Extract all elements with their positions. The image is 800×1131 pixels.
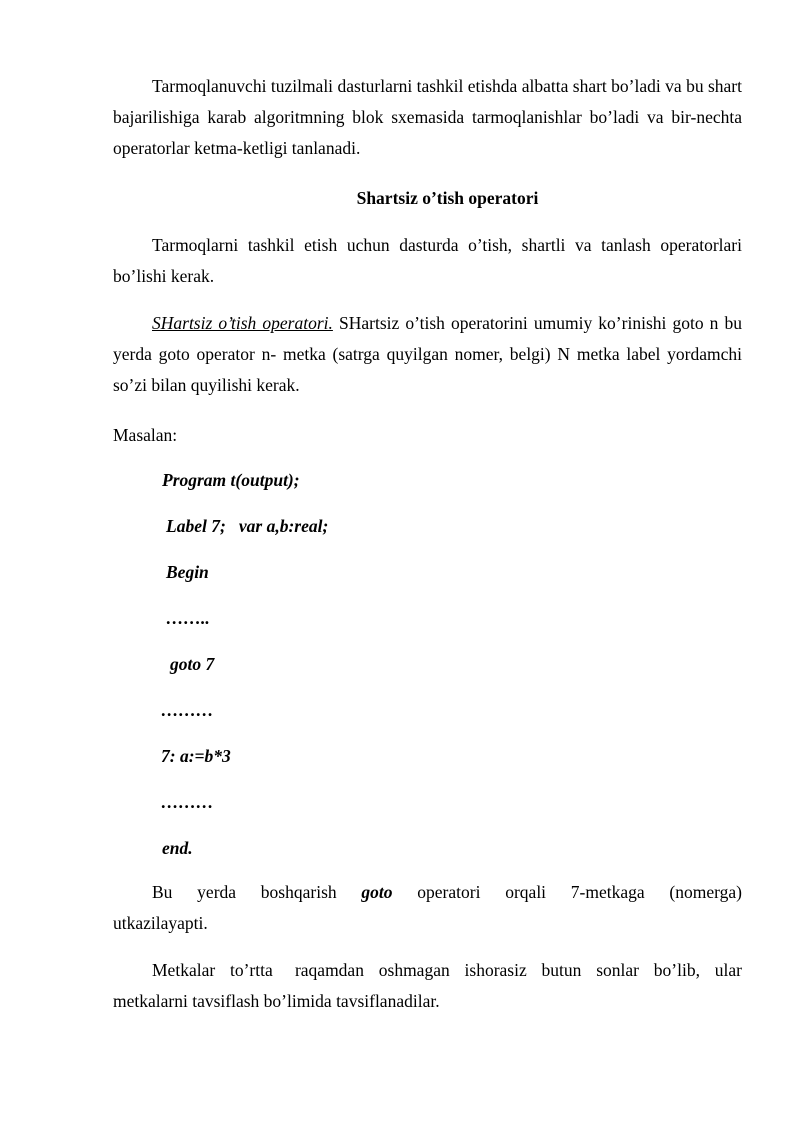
paragraph-labels-description: Metkalar to’rtta raqamdan oshmagan ishorasiz butun sonlar bo’lib, ular metkalarni tavsiflash bo’limida tavsiflanadilar. — [113, 960, 747, 1011]
paragraph-branching — [113, 230, 742, 292]
paragraph-intro: Tarmoqlanuvchi tuzilmali dasturlarni tashkil etishda albatta shart bo’ladi va bu shart bajarilishiga karab algoritmning blok sxemasida tarmoqlanishlar bo’ladi va bir-nechta operatorlar ketma-ketligi tanlanadi. — [113, 76, 742, 158]
code-line-ellipsis-2: ……… — [161, 700, 214, 720]
paragraph-goto-definition-text: SHartsiz o’tish operatorini umumiy ko’rinishi goto n bu yerda goto operator n- metka (satrga quyilgan nomer, belgi) N metka label yordamchi so’zi bilan quyilishi kerak. — [113, 313, 743, 395]
code-line-end: end. — [162, 838, 193, 858]
section-heading: Shartsiz o’tish operatori — [356, 188, 539, 208]
paragraph-branching-text: Tarmoqlarni tashkil etish uchun dasturda o’tish, shartli va tanlash operatorlari bo’lishi kerak. — [113, 235, 742, 286]
example-label: Masalan: — [113, 425, 178, 445]
code-line-goto: goto 7 — [170, 654, 215, 674]
paragraph-goto-explanation-end: operatori orqali 7-metkaga (nomerga) utkazilayapti. — [113, 882, 747, 933]
keyword-goto: goto — [361, 882, 393, 902]
paragraph-goto-definition — [113, 308, 742, 401]
code-line-begin: Begin — [166, 562, 209, 582]
code-line-program: Program t(output); — [162, 470, 300, 490]
code-line-ellipsis-3: ……… — [161, 792, 214, 812]
code-line-assignment: 7: a:=b*3 — [161, 746, 231, 766]
paragraph-goto-explanation-start: Bu yerda boshqarish — [152, 882, 362, 902]
term-unconditional-jump: SHartsiz o’tish operatori. — [152, 313, 333, 333]
paragraph-goto-explanation — [113, 877, 747, 939]
code-line-label: Label 7; var a,b:real; — [166, 516, 329, 536]
code-line-ellipsis-1: …….. — [166, 608, 210, 628]
